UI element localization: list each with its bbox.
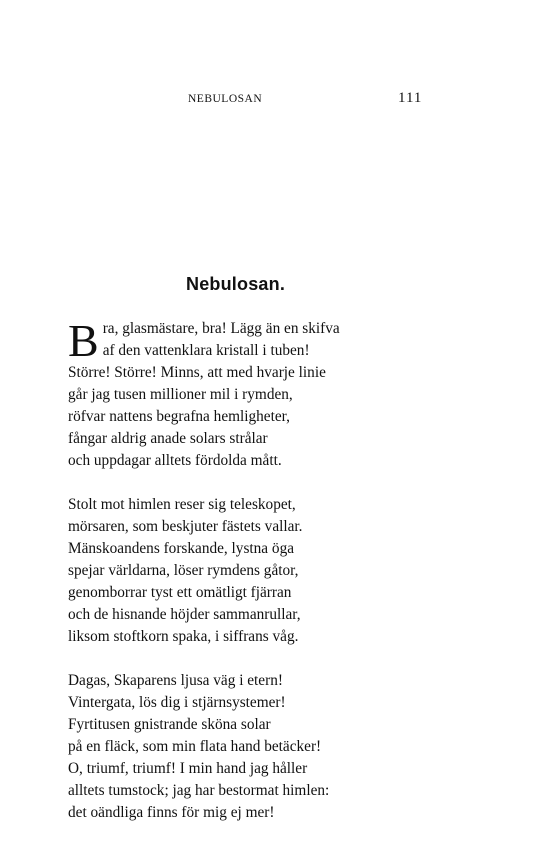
poem-line: O, triumf, triumf! I min hand jag håller	[68, 760, 308, 777]
poem-title: Nebulosan.	[186, 274, 286, 294]
running-head: NEBULOSAN	[188, 93, 263, 105]
poem-body	[68, 315, 408, 846]
poem-line: ra, glasmästare, bra! Lägg än en skifva	[102, 320, 340, 337]
poem-line: Dagas, Skaparens ljusa väg i etern!	[68, 672, 283, 689]
poem-line: och de hisnande höjder sammanrullar,	[68, 606, 301, 623]
poem-line: Mänskoandens forskande, lystna öga	[68, 540, 295, 557]
poem-line: genomborrar tyst ett omätligt fjärran	[68, 584, 292, 601]
poem-line: det oändliga finns för mig ej mer!	[68, 804, 275, 821]
poem-line: Fyrtitusen gnistrande sköna solar	[68, 716, 271, 733]
poem-line: Vintergata, lös dig i stjärnsystemer!	[68, 694, 286, 711]
poem-line: på en fläck, som min flata hand betäcker!	[68, 738, 322, 755]
poem-line: liksom stoftkorn spaka, i siffrans våg.	[68, 628, 299, 645]
poem-line: fångar aldrig anade solars strålar	[68, 430, 268, 447]
poem-line: går jag tusen millioner mil i rymden,	[68, 386, 293, 403]
poem-line: spejar världarna, löser rymdens gåtor,	[68, 562, 299, 579]
page-number: 111	[398, 90, 423, 106]
stanza-3	[68, 670, 408, 824]
stanza-1	[68, 315, 408, 472]
drop-cap: B	[68, 315, 99, 366]
poem-line: mörsaren, som beskjuter fästets vallar.	[68, 518, 303, 535]
poem-line: röfvar nattens begrafna hemligheter,	[68, 408, 290, 425]
poem-line: af den vattenklara kristall i tuben!	[102, 342, 310, 359]
poem-line: Stolt mot himlen reser sig teleskopet,	[68, 496, 296, 513]
poem-line: och uppdagar alltets fördolda mått.	[68, 452, 282, 469]
poem-line: Större! Större! Minns, att med hvarje linie	[68, 364, 326, 381]
poem-line: alltets tumstock; jag har bestormat himlen:	[68, 782, 330, 799]
stanza-2	[68, 494, 408, 648]
